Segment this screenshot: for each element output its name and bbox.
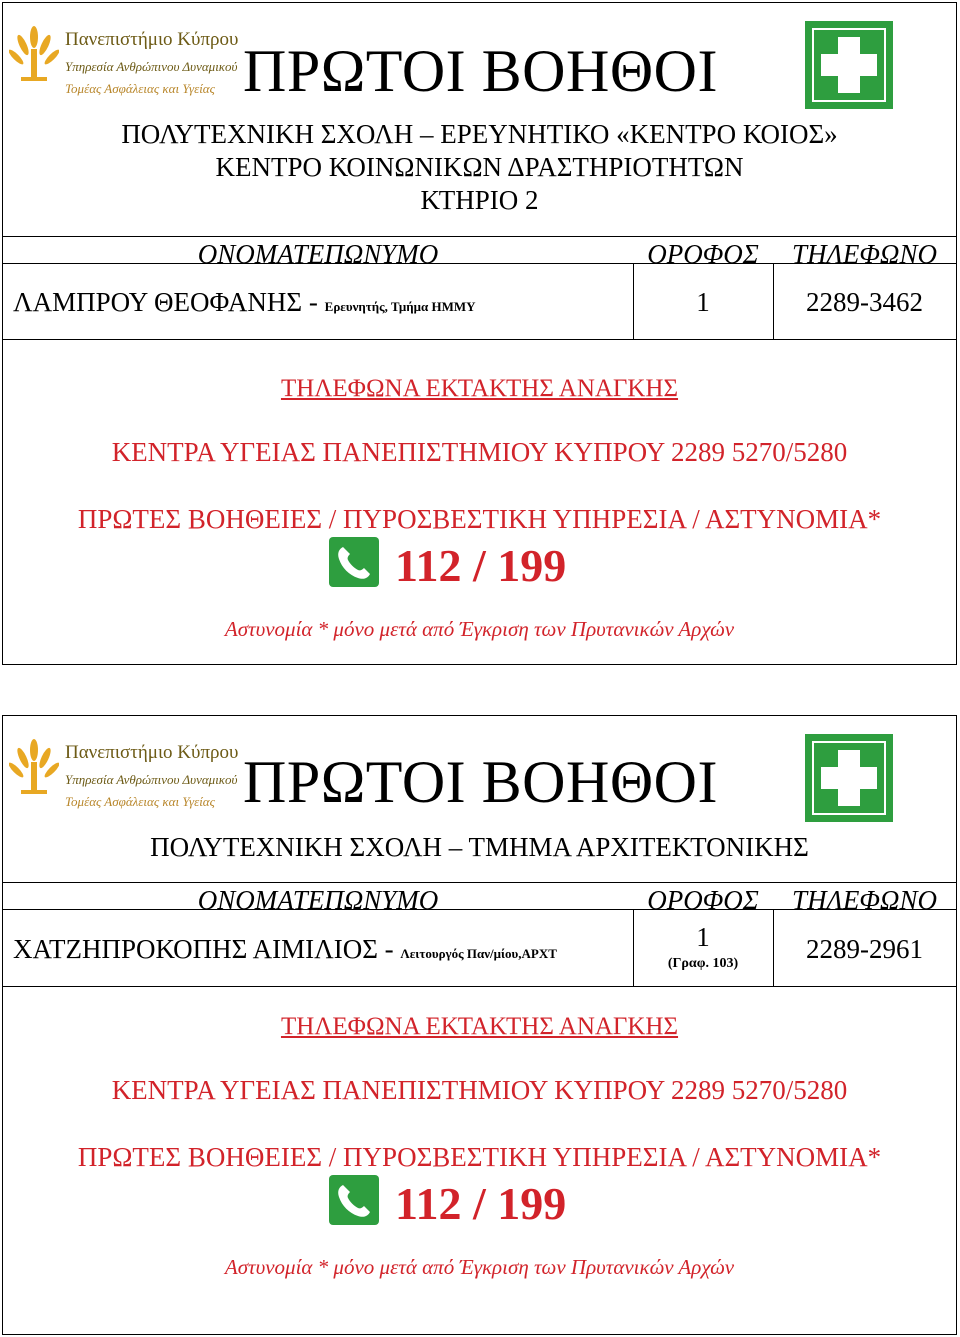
emergency-services-line: ΠΡΩΤΕΣ ΒΟΗΘΕΙΕΣ / ΠΥΡΟΣΒΕΣΤΙΚΗ ΥΠΗΡΕΣΙΑ / ΑΣΤΥΝΟΜΙΑ* <box>77 504 882 534</box>
divider <box>3 986 956 987</box>
person-floor: 1 <box>696 287 710 317</box>
first-aider-name <box>13 934 557 965</box>
first-aiders-card <box>2 715 957 1335</box>
location-line-3: ΚΤΗΡΙΟ 2 <box>420 185 539 215</box>
police-note: Αστυνομία * μόνο μετά από Έγκριση των Πρυτανικών Αρχών <box>224 1255 735 1279</box>
divider <box>3 882 956 883</box>
divider <box>3 236 956 237</box>
university-logo <box>9 734 239 814</box>
first-aid-cross-icon <box>805 21 893 109</box>
header-name: ΟΝΟΜΑΤΕΠΩΝΥΜΟ <box>197 885 439 915</box>
first-aid-cross-icon <box>805 734 893 822</box>
person-name: ΧΑΤΖΗΠΡΟΚΟΠΗΣ ΑΙΜΙΛΙΟΣ <box>13 934 378 964</box>
health-centre-line: ΚΕΝΤΡΑ ΥΓΕΙΑΣ ΠΑΝΕΠΙΣΤΗΜΙΟΥ ΚΥΠΡΟΥ 2289 5270/5280 <box>111 437 848 467</box>
name-separator: - <box>302 287 325 317</box>
header-floor: ΟΡΟΦΟΣ <box>647 885 759 915</box>
person-floor: 1 <box>696 922 710 952</box>
page-title: ΠΡΩΤΟΙ ΒΟΗΘΟΙ <box>243 749 718 815</box>
university-emblem-icon <box>9 738 59 810</box>
header-phone: ΤΗΛΕΦΩΝΟ <box>792 885 937 915</box>
header-name: ΟΝΟΜΑΤΕΠΩΝΥΜΟ <box>197 239 439 269</box>
police-note: Αστυνομία * μόνο μετά από Έγκριση των Πρυτανικών Αρχών <box>224 617 735 641</box>
logo-line-university: Πανεπιστήμιο Κύπρου <box>65 742 239 763</box>
first-aiders-card <box>2 2 957 665</box>
phone-icon <box>329 537 379 587</box>
page-title: ΠΡΩΤΟΙ ΒΟΗΘΟΙ <box>243 38 718 104</box>
divider <box>3 909 956 910</box>
logo-line-sector: Τομέας Ασφάλειας και Υγείας <box>65 81 215 96</box>
logo-line-sector: Τομέας Ασφάλειας και Υγείας <box>65 794 215 809</box>
emergency-heading: ΤΗΛΕΦΩΝΑ ΕΚΤΑΚΤΗΣ ΑΝΑΓΚΗΣ <box>280 1013 679 1040</box>
location-line-1: ΠΟΛΥΤΕΧΝΙΚΗ ΣΧΟΛΗ – ΤΜΗΜΑ ΑΡΧΙΤΕΚΤΟΝΙΚΗΣ <box>150 832 809 862</box>
person-role: Λειτουργός Παν/μίου,ΑΡΧΤ <box>400 946 557 961</box>
emergency-number: 112 / 199 <box>395 1178 567 1229</box>
phone-icon <box>329 1175 379 1225</box>
logo-line-service: Υπηρεσία Ανθρώπινου Δυναμικού <box>65 772 238 787</box>
emergency-services-line: ΠΡΩΤΕΣ ΒΟΗΘΕΙΕΣ / ΠΥΡΟΣΒΕΣΤΙΚΗ ΥΠΗΡΕΣΙΑ / ΑΣΤΥΝΟΜΙΑ* <box>77 1142 882 1172</box>
divider <box>3 263 956 264</box>
health-centre-line: ΚΕΝΤΡΑ ΥΓΕΙΑΣ ΠΑΝΕΠΙΣΤΗΜΙΟΥ ΚΥΠΡΟΥ 2289 5270/5280 <box>111 1075 848 1105</box>
person-name: ΛΑΜΠΡΟΥ ΘΕΟΦΑΝΗΣ <box>13 287 303 317</box>
logo-line-service: Υπηρεσία Ανθρώπινου Δυναμικού <box>65 59 238 74</box>
university-emblem-icon <box>9 25 59 97</box>
person-phone: 2289-3462 <box>806 287 923 317</box>
first-aider-name <box>13 287 476 318</box>
location-line-1: ΠΟΛΥΤΕΧΝΙΚΗ ΣΧΟΛΗ – ΕΡΕΥΝΗΤΙΚΟ «ΚΕΝΤΡΟ ΚΟΙΟΣ» <box>121 119 838 149</box>
person-office: (Γραφ. 103) <box>667 956 739 971</box>
name-separator: - <box>377 934 401 964</box>
person-phone: 2289-2961 <box>806 934 923 964</box>
location-line-2: ΚΕΝΤΡΟ ΚΟΙΝΩΝΙΚΩΝ ΔΡΑΣΤΗΡΙΟΤΗΤΩΝ <box>215 152 744 182</box>
divider <box>3 339 956 340</box>
header-phone: ΤΗΛΕΦΩΝΟ <box>792 239 937 269</box>
logo-line-university: Πανεπιστήμιο Κύπρου <box>65 29 239 50</box>
header-floor: ΟΡΟΦΟΣ <box>647 239 759 269</box>
emergency-heading: ΤΗΛΕΦΩΝΑ ΕΚΤΑΚΤΗΣ ΑΝΑΓΚΗΣ <box>280 375 679 402</box>
university-logo <box>9 21 239 101</box>
emergency-number: 112 / 199 <box>395 540 567 591</box>
person-role: Ερευνητής, Τμήμα ΗΜΜΥ <box>324 299 476 314</box>
